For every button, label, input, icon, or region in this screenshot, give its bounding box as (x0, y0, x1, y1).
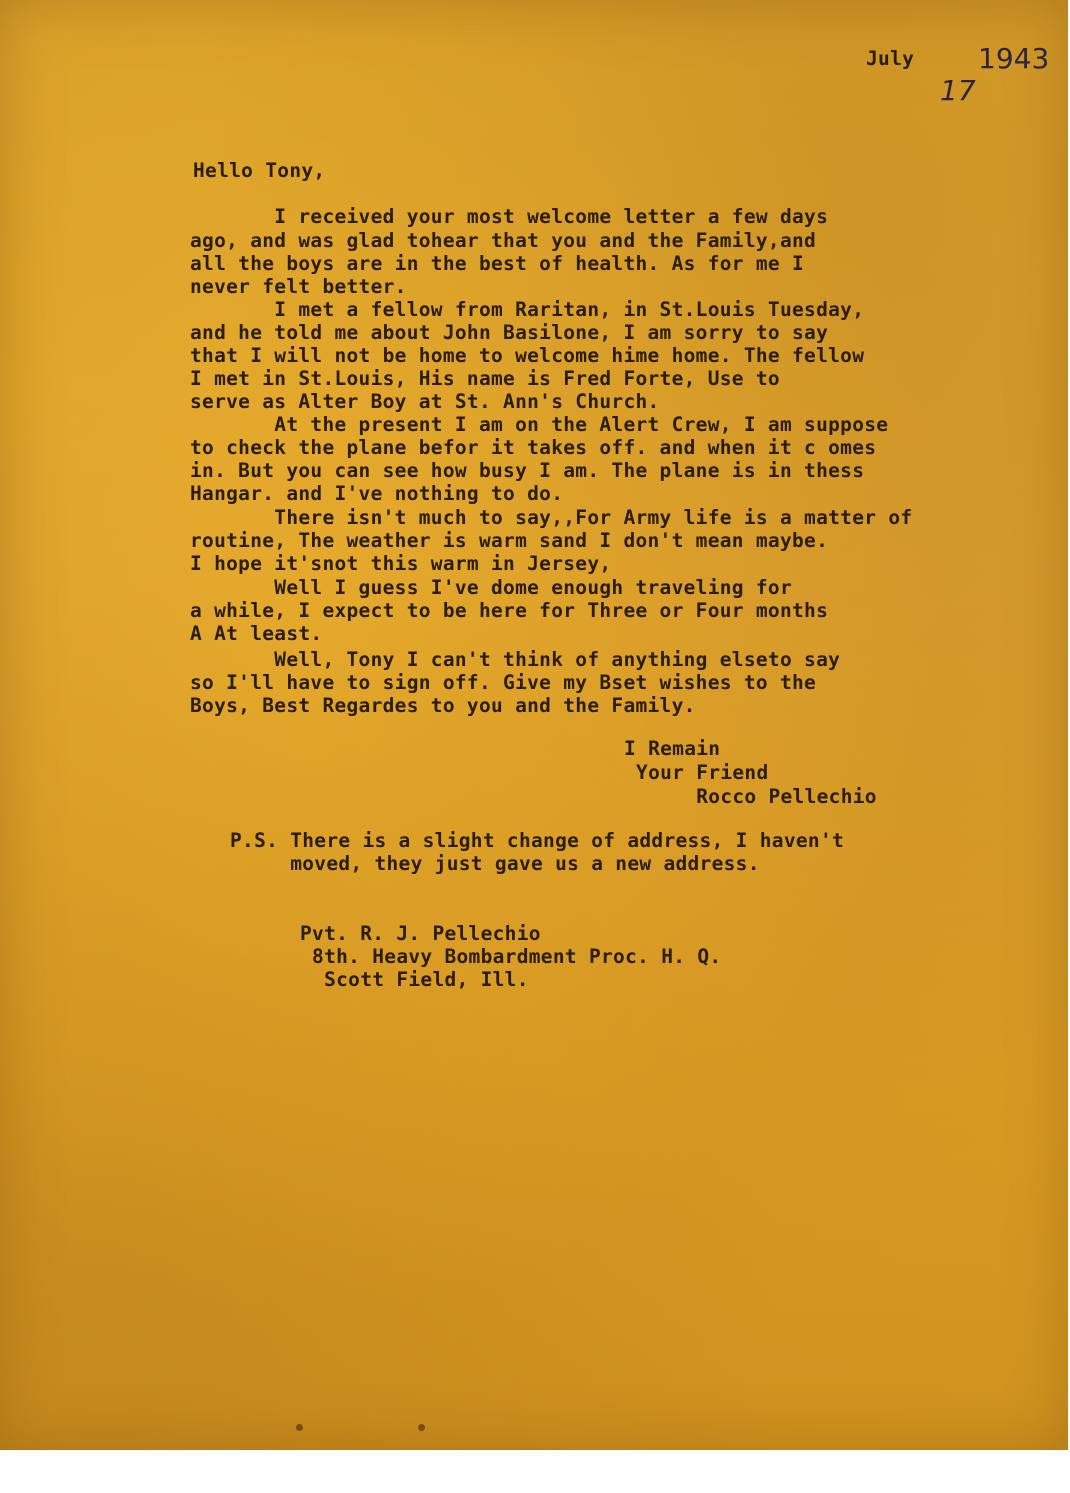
body-line: Well, Tony I can't think of anything elseto say (190, 648, 841, 671)
body-line: At the present I am on the Alert Crew, I am suppose (190, 413, 889, 436)
date-year: 1943 (978, 42, 1050, 75)
address-line: 8th. Heavy Bombardment Proc. H. Q. (300, 945, 722, 968)
closing-line: I Remain (624, 737, 721, 760)
body-line: Hangar. and I've nothing to do. (190, 482, 564, 505)
punch-hole-mark (418, 1424, 425, 1431)
body-line: a while, I expect to be here for Three or Four months (190, 599, 829, 622)
body-line: never felt better. (190, 275, 407, 298)
body-line: Well I guess I've dome enough traveling for (190, 576, 792, 599)
salutation: Hello Tony, (193, 159, 326, 182)
body-line: and he told me about John Basilone, I am sorry to say (190, 321, 829, 344)
body-line: A At least. (190, 622, 323, 645)
body-line: to check the plane befor it takes off. and when it c omes (190, 436, 877, 459)
body-line: I received your most welcome letter a few days (190, 205, 829, 228)
body-line: I hope it'snot this warm in Jersey, (190, 552, 612, 575)
closing-line: Your Friend (624, 761, 769, 784)
body-line: routine, The weather is warm sand I don't mean maybe. (190, 529, 829, 552)
address-line: Pvt. R. J. Pellechio (300, 922, 541, 945)
body-line: There isn't much to say,,For Army life is a matter of (190, 506, 913, 529)
punch-hole-mark (296, 1424, 303, 1431)
body-line: ago, and was glad tohear that you and the Family,and (190, 229, 817, 252)
body-line: Boys, Best Regardes to you and the Family. (190, 694, 696, 717)
body-line: all the boys are in the best of health. As for me I (190, 252, 805, 275)
body-line: that I will not be home to welcome hime home. The fellow (190, 344, 865, 367)
address-line: Scott Field, Ill. (300, 968, 529, 991)
body-line: serve as Alter Boy at St. Ann's Church. (190, 390, 660, 413)
signature-name: Rocco Pellechio (624, 785, 877, 808)
postscript-line: moved, they just gave us a new address. (230, 852, 760, 875)
body-line: in. But you can see how busy I am. The plane is in thess (190, 459, 865, 482)
body-line: so I'll have to sign off. Give my Bset wishes to the (190, 671, 817, 694)
date-month: July (866, 47, 915, 70)
body-line: I met in St.Louis, His name is Fred Forte, Use to (190, 367, 780, 390)
body-line: I met a fellow from Raritan, in St.Louis Tuesday, (190, 298, 865, 321)
postscript-line: P.S. There is a slight change of address, I haven't (230, 829, 845, 852)
date-day: 17 (940, 74, 976, 107)
